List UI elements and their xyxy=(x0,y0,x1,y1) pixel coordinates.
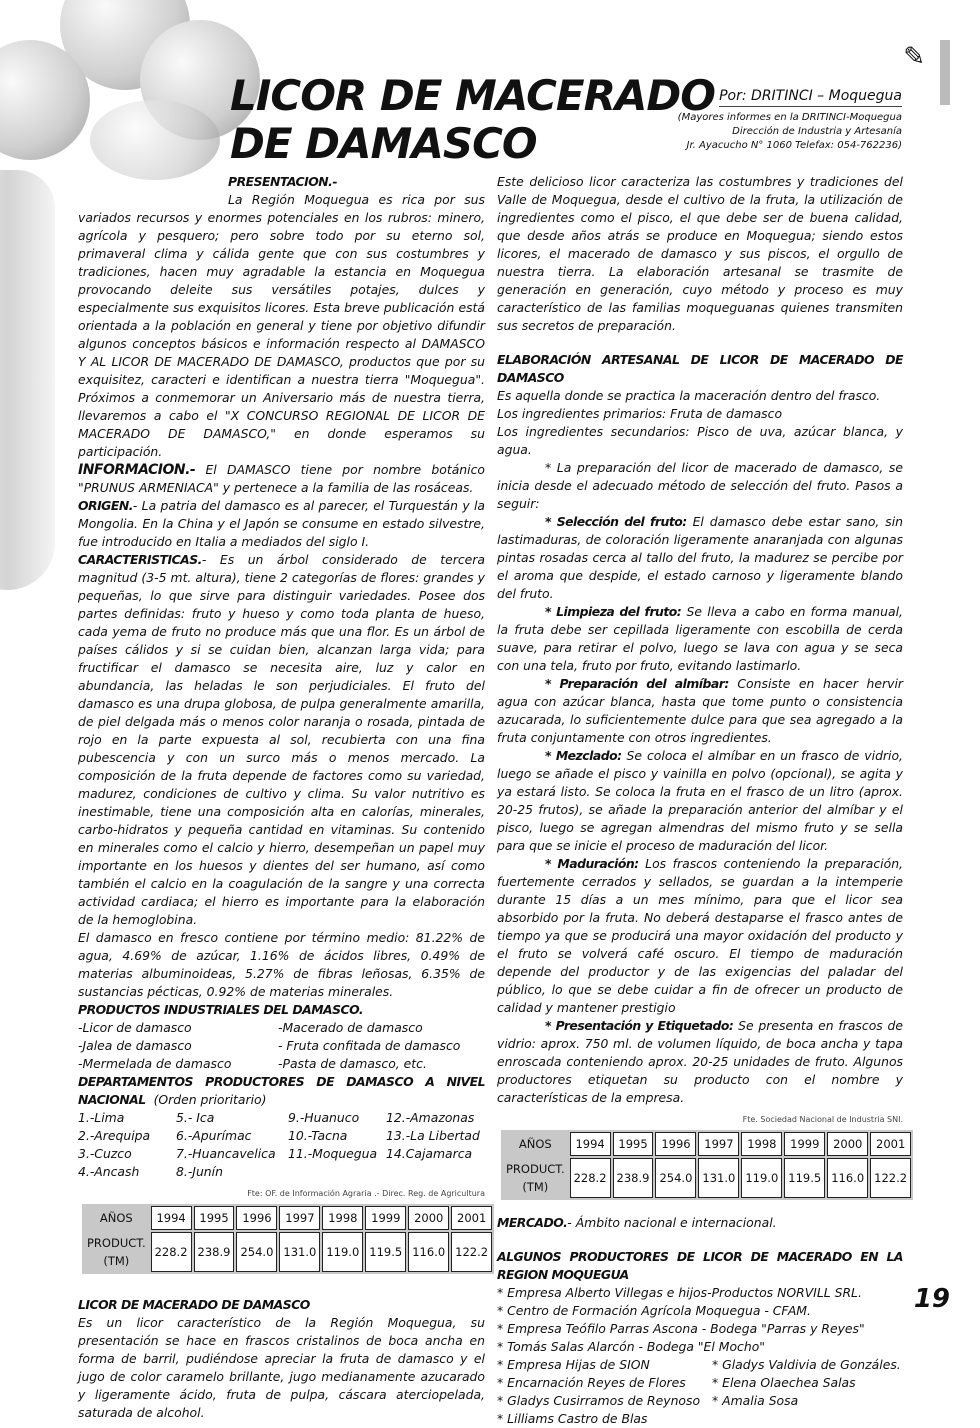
paragraph: Es un licor característico de la Región Moquegua, su presentación se hace en frascos cristalinos de boca ancha en forma de barril, pudiéndose apreciar la fruta de damasco y el jugo de color caramelo brillante, jugo medianamente azucarado y ligeramente ácido, fruta de pulpa, cáscara aterciopelada, saturada de alcohol. xyxy=(78,1315,485,1420)
list-item: -Jalea de damasco xyxy=(78,1038,192,1053)
value-cell: 254.0 xyxy=(655,1158,696,1198)
page-tab-marker xyxy=(940,40,950,105)
list-item: * Encarnación Reyes de Flores xyxy=(497,1375,686,1390)
paragraph: Los ingredientes primarios: Fruta de damasco xyxy=(497,406,783,421)
section-heading: MERCADO. xyxy=(497,1215,568,1230)
apricot-image xyxy=(90,100,220,180)
value-cell: 116.0 xyxy=(827,1158,868,1198)
value-cell: 119.0 xyxy=(741,1158,782,1198)
step-heading: * Maduración: xyxy=(545,856,639,871)
list-item: * Gladys Cusirramos de Reynoso xyxy=(497,1393,701,1408)
section-heading: INFORMACION.- xyxy=(78,462,196,478)
list-item xyxy=(712,1410,903,1428)
section-heading: LICOR DE MACERADO DE DAMASCO xyxy=(78,1297,310,1312)
left-column xyxy=(78,173,489,1422)
table-source: Fte. Sociedad Nacional de Industria SNI. xyxy=(742,1115,903,1124)
step-paragraph xyxy=(497,747,903,855)
year-cell: 1999 xyxy=(365,1206,406,1230)
list-item: -Licor de damasco xyxy=(78,1020,192,1035)
value-cell: 238.9 xyxy=(194,1232,235,1272)
year-cell: 1998 xyxy=(322,1206,363,1230)
list-item: 12.-Amazonas xyxy=(386,1110,475,1125)
list-item: 6.-Apurímac xyxy=(176,1128,252,1143)
contact-info: (Mayores informes en la DRITINCI-Moquegua Dirección de Industria y Artesanía Jr. Ayacucho N° 1060 Telefax: 054-762236) xyxy=(677,112,902,151)
steps-list xyxy=(497,513,903,1107)
table-row-label: PRODUCT.(TM) xyxy=(503,1158,568,1198)
step-text: Los frascos conteniendo la preparación, fuertemente cerrados y sellados, se guardan a la intemperie durante 15 días a un mes mínimo, para que el licor sea absorbido por la fruta. No deberá destaparse el frasco antes de tiempo ya que se producirá una mayor oxidación del producto y el fruto se volverá café oscuro. El tiempo de maduración depende del productor y de las exigencias del paladar del público, lo que se debe cuidar a fin de ofrecer un producto de calidad y mantener prestigio xyxy=(497,856,903,1015)
step-text: Se lleva a cabo en forma manual, la fruta debe ser cepillada ligeramente con escobilla de cerda suave, para retirar el polvo, luego se lava con agua y se seca con una tela, fruto por fruto, evitando lastimarlo. xyxy=(497,604,903,673)
producers-list xyxy=(497,1284,903,1356)
year-cell: 1997 xyxy=(698,1132,739,1156)
paragraph: La Región Moquegua es rica por sus variados recursos y enormes potenciales en los rubros: minero, agrícola y pesquero; pero sobre todo por su eterno sol, primaveral clima y cálida gente que con sus costumbres y tradiciones, hacen muy agradable la estancia en Moquegua provocando deleite sus versátiles potajes, dulces y especialmente sus exquisitos licores. Esta breve publicación está orientada a la población en general y tiene por objetivo difundir algunos conceptos básicos e información respecto al DAMASCO Y AL LICOR DE MACERADO DE DAMASCO, productos que por su exquisitez, caracteri e identifican a nuestra tierra "Moquegua". Próximos a conmemorar un Aniversario más de nuestra tierra, llevaremos a cabo el "X CONCURSO REGIONAL DE LICOR DE MACERADO DE DAMASCO," en donde esperamos su participación. xyxy=(78,192,485,459)
value-cell: 122.2 xyxy=(451,1232,492,1272)
section-heading: DEPARTAMENTOS PRODUCTORES DE DAMASCO A NIVEL NACIONAL xyxy=(78,1074,485,1107)
step-paragraph xyxy=(497,855,903,1017)
list-item: - Fruta confitada de damasco xyxy=(278,1038,461,1053)
value-cell: 254.0 xyxy=(236,1232,277,1272)
year-cell: 2000 xyxy=(827,1132,868,1156)
list-item: -Mermelada de damasco xyxy=(78,1056,232,1071)
year-cell: 1995 xyxy=(194,1206,235,1230)
step-text: Consiste en hacer hervir agua con azúcar blanca, hasta que tome punto o consistencia azucarada, lo suficientemente dulce para que sea agregado a la fruta conjuntamente con otros ingredientes. xyxy=(497,676,903,745)
paragraph: Es aquella donde se practica la maceración dentro del frasco. xyxy=(497,388,881,403)
year-cell: 1997 xyxy=(279,1206,320,1230)
list-item xyxy=(386,1163,485,1181)
value-cell: 119.5 xyxy=(784,1158,825,1198)
year-cell: 1999 xyxy=(784,1132,825,1156)
list-item: 1.-Lima xyxy=(78,1110,125,1125)
list-item: 2.-Arequipa xyxy=(78,1128,151,1143)
right-column xyxy=(497,173,908,1428)
step-paragraph xyxy=(497,1017,903,1107)
subheading: (Orden prioritario) xyxy=(153,1092,267,1107)
step-paragraph xyxy=(497,675,903,747)
paragraph: El DAMASCO tiene por nombre botánico "PRUNUS ARMENIACA" y pertenece a la familia de las rosáceas. xyxy=(78,462,485,495)
section-heading: ALGUNOS PRODUCTORES DE LICOR DE MACERADO EN LA REGION MOQUEGUA xyxy=(497,1249,903,1282)
paragraph: - Ámbito nacional e internacional. xyxy=(567,1215,777,1230)
step-heading: * Selección del fruto: xyxy=(545,514,687,529)
value-cell: 122.2 xyxy=(870,1158,911,1198)
paragraph: - Es un árbol considerado de tercera magnitud (3-5 mt. altura), tiene 2 categorías de flores: grandes y pequeñas, lo que sirve para distinguir variedades. Posee dos partes definidas: fruto y hueso y como toda planta de hueso, cada yema de fruto no produce más que una flor. Es un árbol de países cálidos y si se cuidan bien, alcanzan larga vida; para fructificar el damasco se necesita aire, luz y calor en abundancia, las heladas le son perjudiciales. El fruto del damasco es una drupa globosa, de pulpa generalmente amarilla, de piel delgada más o menos color naranja o rosada, pintada de rojo en la parte expuesta al sol, recubierta con una fina pubescencia y con un surco más o menos mercado. La composición de la fruta depende de factores como su variedad, madurez, condiciones de cultivo y clima. Su valor nutritivo es inestimable, tiene una composición alta en calorías, minerales, carbo-hidratos y pequeña cantidad en vitaminas. Su contenido en minerales como el calcio y hierro, desempeñan un papel muy importante en los huesos y dientes del ser humano, así como también el calcio en la coagulación de la sangre y una correcta actividad cardiaca; el hierro es importante para la elaboración de la hemoglobina. xyxy=(78,552,485,927)
paragraph: Este delicioso licor caracteriza las costumbres y tradiciones del Valle de Moquegua, desde el cultivo de la fruta, la utilización de ingredientes como el pisco, el que debe ser de buena calidad, que desde años atrás se produce en Moquegua; siendo estos licores, el macerado de damasco y sus piscos, el orgullo de nuestra tierra. La elaboración artesanal se trasmite de generación en generación, cuyo método y proceso es muy característico de las familias moqueguanas quienes transmiten sus secretos de preparación. xyxy=(497,174,903,333)
list-item: 14.Cajamarca xyxy=(386,1146,473,1161)
value-cell: 119.0 xyxy=(322,1232,363,1272)
value-cell: 131.0 xyxy=(279,1232,320,1272)
paragraph: El damasco en fresco contiene por término medio: 81.22% de agua, 4.69% de azúcar, 1.16% de ácidos libres, 0.49% de materias albuminoideas, 5.27% de fibras leñosas, 6.35% de sustancias pécticas, 0.92% de materias minerales. xyxy=(78,930,485,999)
paragraph: Los ingredientes secundarios: Pisco de uva, azúcar blanca, y agua. xyxy=(497,424,903,457)
value-cell: 228.2 xyxy=(570,1158,611,1198)
step-text: El damasco debe estar sano, sin lastimaduras, de coloración ligeramente anaranjada con algunas pintas rosadas cerca al tallo del fruto, la madurez se percibe por el aroma que despide, el estado carnoso y ligeramente blando del fruto. xyxy=(497,514,903,601)
list-item: * Elena Olaechea Salas xyxy=(712,1375,856,1390)
section-heading: PRESENTACION.- xyxy=(228,174,337,189)
table-header-row xyxy=(503,1132,911,1156)
list-item: 9.-Huanuco xyxy=(288,1110,360,1125)
list-item: -Pasta de damasco, etc. xyxy=(278,1056,427,1071)
page-number: 19 xyxy=(913,1284,950,1314)
list-item: * Amalia Sosa xyxy=(712,1393,799,1408)
list-item: 10.-Tacna xyxy=(288,1128,348,1143)
step-paragraph xyxy=(497,513,903,603)
production-table xyxy=(501,1130,913,1200)
year-cell: 1994 xyxy=(570,1132,611,1156)
step-text: Se presenta en frascos de vidrio: aprox. 750 ml. de volumen líquido, de boca ancha y tapa enroscada conteniendo aprox. 20-25 unidades de fruto. Algunos productores etiquetan su producto con el nombre y características de la empresa. xyxy=(497,1018,903,1105)
section-heading: ELABORACIÓN ARTESANAL DE LICOR DE MACERADO DE DAMASCO xyxy=(497,352,903,385)
list-item: * Empresa Teófilo Parras Ascona - Bodega "Parras y Reyes" xyxy=(497,1321,865,1336)
year-cell: 2001 xyxy=(870,1132,911,1156)
value-cell: 116.0 xyxy=(408,1232,449,1272)
value-cell: 131.0 xyxy=(698,1158,739,1198)
departments-list xyxy=(78,1109,485,1181)
list-item: * Lilliams Castro de Blas xyxy=(497,1411,648,1426)
section-heading: PRODUCTOS INDUSTRIALES DEL DAMASCO. xyxy=(78,1002,364,1017)
table-header-label: AÑOS xyxy=(84,1206,149,1230)
year-cell: 1998 xyxy=(741,1132,782,1156)
year-cell: 1995 xyxy=(613,1132,654,1156)
list-item: 11.-Moquegua xyxy=(288,1146,378,1161)
table-row-label: PRODUCT.(TM) xyxy=(84,1232,149,1272)
logo-icon: ✎ xyxy=(903,42,925,72)
list-item xyxy=(288,1163,386,1181)
list-item: * Empresa Alberto Villegas e hijos-Productos NORVILL SRL. xyxy=(497,1285,862,1300)
step-heading: * Limpieza del fruto: xyxy=(545,604,682,619)
paragraph: - La patria del damasco es al parecer, el Turquestán y la Mongolia. En la China y el Japón se consume en estado silvestre, fue introducido en Italia a mediados del siglo I. xyxy=(78,498,485,549)
products-list xyxy=(78,1019,485,1073)
list-item: 5.- Ica xyxy=(176,1110,215,1125)
list-item: * Gladys Valdivia de Gonzáles. xyxy=(712,1357,901,1372)
list-item: * Empresa Hijas de SION xyxy=(497,1357,650,1372)
step-paragraph xyxy=(497,603,903,675)
list-item: 3.-Cuzco xyxy=(78,1146,132,1161)
table-row xyxy=(84,1232,492,1272)
production-table xyxy=(82,1204,494,1274)
step-heading: * Presentación y Etiquetado: xyxy=(545,1018,734,1033)
value-cell: 228.2 xyxy=(151,1232,192,1272)
section-heading: ORIGEN. xyxy=(78,498,133,513)
section-heading: CARACTERISTICAS. xyxy=(78,552,202,567)
list-item: 13.-La Libertad xyxy=(386,1128,480,1143)
list-item: * Centro de Formación Agrícola Moquegua - CFAM. xyxy=(497,1303,811,1318)
table-source: Fte: OF. de Información Agraria .- Direc. Reg. de Agricultura xyxy=(247,1189,485,1198)
byline: Por: DRITINCI – Moquegua xyxy=(719,88,902,107)
step-text: Se coloca el almíbar en un frasco de vidrio, luego se añade el pisco y vainilla en polvo (opcional), se agita y ya estará listo. Se coloca la fruta en el frasco de un litro (aprox. 20-25 frutos), se añade la preparación anterior del almíbar y el pisco, luego se agregan almendras del mismo fruto y se sella para que se inicie el proceso de maduración del licor. xyxy=(497,748,903,853)
table-row xyxy=(503,1158,911,1198)
step-heading: * Preparación del almíbar: xyxy=(545,676,729,691)
year-cell: 1996 xyxy=(655,1132,696,1156)
list-item: 7.-Huancavelica xyxy=(176,1146,276,1161)
list-item: 8.-Junín xyxy=(176,1164,223,1179)
paragraph: * La preparación del licor de macerado de damasco, se inicia desde el adecuado método de selección del fruto. Pasos a seguir: xyxy=(497,460,903,511)
value-cell: 119.5 xyxy=(365,1232,406,1272)
page-title: LICOR DE MACERADO DE DAMASCO xyxy=(230,71,715,168)
year-cell: 1994 xyxy=(151,1206,192,1230)
table-header-label: AÑOS xyxy=(503,1132,568,1156)
year-cell: 2001 xyxy=(451,1206,492,1230)
value-cell: 238.9 xyxy=(613,1158,654,1198)
list-item: -Macerado de damasco xyxy=(278,1020,423,1035)
year-cell: 1996 xyxy=(236,1206,277,1230)
producers-list xyxy=(497,1356,903,1428)
list-item: * Tomás Salas Alarcón - Bodega "El Mocho" xyxy=(497,1339,765,1354)
step-heading: * Mezclado: xyxy=(545,748,622,763)
year-cell: 2000 xyxy=(408,1206,449,1230)
list-item: 4.-Ancash xyxy=(78,1164,140,1179)
bottle-image xyxy=(0,170,55,590)
table-header-row xyxy=(84,1206,492,1230)
